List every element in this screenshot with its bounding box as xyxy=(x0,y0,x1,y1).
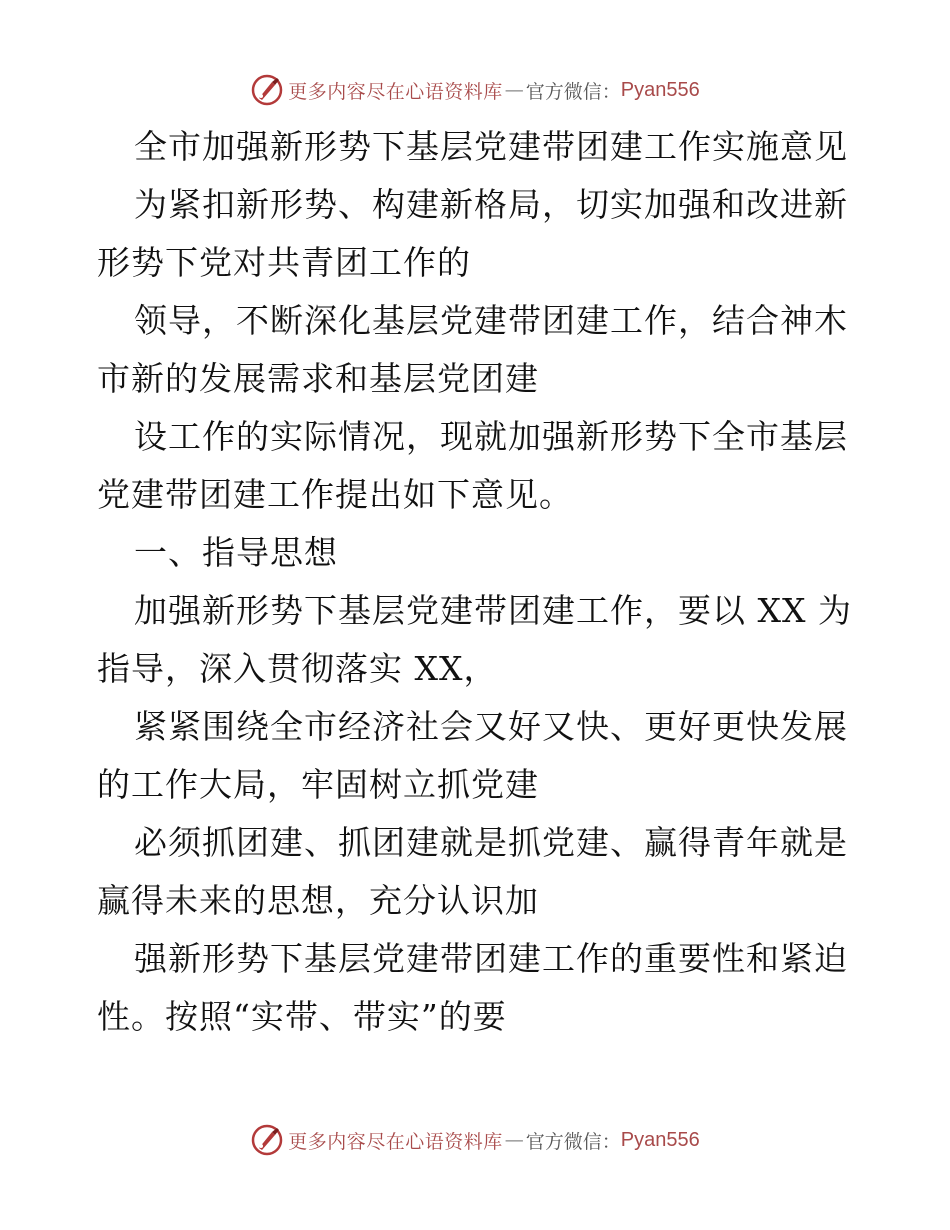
section-heading: 一、指导思想 xyxy=(134,533,338,572)
text-line: 市新的发展需求和基层党团建 xyxy=(97,359,539,398)
text-line: 设工作的实际情况，现就加强新形势下全市基层 xyxy=(134,417,848,456)
banner-text: 更多内容尽在心语资料库 xyxy=(288,1130,503,1153)
text-line: 领导，不断深化基层党建带团建工作，结合神木 xyxy=(134,301,848,340)
text-line: 党建带团建工作提出如下意见。 xyxy=(97,475,573,514)
quill-logo-icon xyxy=(250,1123,284,1157)
text-line: 强新形势下基层党建带团建工作的重要性和紧迫 xyxy=(134,939,848,978)
banner-separator: — xyxy=(504,1129,524,1151)
text-line: 必须抓团建、抓团建就是抓党建、赢得青年就是 xyxy=(134,823,848,862)
document-body xyxy=(97,118,857,1046)
banner-wechat-id: Pyan556 xyxy=(620,1128,700,1151)
footer-banner xyxy=(0,1120,950,1160)
banner-wechat-id: Pyan556 xyxy=(620,78,700,101)
text-line: 为紧扣新形势、构建新格局，切实加强和改进新 xyxy=(134,185,848,224)
text-line: 形势下党对共青团工作的 xyxy=(97,243,471,282)
banner-separator: — xyxy=(504,79,524,101)
banner-text: 更多内容尽在心语资料库 xyxy=(288,80,503,103)
banner-wechat-label: 官方微信： xyxy=(525,1130,621,1153)
text-line: 紧紧围绕全市经济社会又好又快、更好更快发展 xyxy=(134,707,848,746)
text-line: 加强新形势下基层党建带团建工作，要以 XX 为 xyxy=(134,591,852,630)
text-line: 性。按照“实带、带实”的要 xyxy=(97,997,507,1036)
text-line: 的工作大局，牢固树立抓党建 xyxy=(97,765,539,804)
document-title: 全市加强新形势下基层党建带团建工作实施意见 xyxy=(134,127,848,166)
text-line: 指导，深入贯彻落实 XX， xyxy=(97,649,498,688)
header-banner xyxy=(0,70,950,110)
quill-logo-icon xyxy=(250,73,284,107)
banner-wechat-label: 官方微信： xyxy=(525,80,621,103)
text-line: 赢得未来的思想，充分认识加 xyxy=(97,881,539,920)
